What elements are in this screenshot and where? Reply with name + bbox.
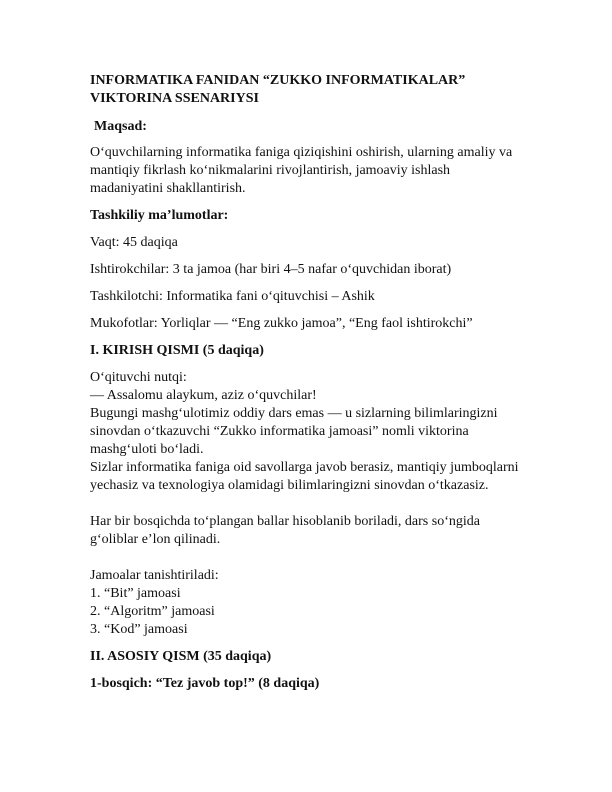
kirish-line: sinovdan o‘tkazuvchi “Zukko informatika jamoasi” nomli viktorina — [90, 424, 469, 439]
ballar-line: Har bir bosqichda to‘plangan ballar hisoblanib boriladi, dars so‘ngida — [90, 514, 480, 529]
jamoa-list-item: 1. “Bit” jamoasi — [90, 586, 181, 601]
maqsad-heading: Maqsad: — [94, 119, 147, 134]
kirish-line: mashg‘uloti bo‘ladi. — [90, 442, 204, 457]
document-title — [90, 72, 530, 108]
jamoa-list-item: 2. “Algoritm” jamoasi — [90, 604, 215, 619]
title-line-2: VIKTORINA SSENARIYSI — [90, 91, 259, 106]
jamoa-list-item: 3. “Kod” jamoasi — [90, 622, 188, 637]
ishtirokchilar-line: Ishtirokchilar: 3 ta jamoa (har biri 4–5 nafar o‘quvchidan iborat) — [90, 262, 452, 277]
title-line-1: INFORMATIKA FANIDAN “ZUKKO INFORMATIKALAR” — [90, 73, 466, 88]
ballar-line: g‘oliblar e’lon qilinadi. — [90, 532, 221, 547]
maqsad-line: madaniyatini shakllantirish. — [90, 181, 246, 196]
document-body — [90, 72, 530, 693]
kirish-paragraph — [90, 369, 530, 639]
kirish-line: O‘qituvchi nutqi: — [90, 370, 187, 385]
vaqt-line: Vaqt: 45 daqiqa — [90, 235, 178, 250]
tashkiliy-heading: Tashkiliy ma’lumotlar: — [90, 208, 229, 223]
maqsad-line: O‘quvchilarning informatika faniga qiziqishini oshirish, ularning amaliy va — [90, 145, 513, 160]
mukofotlar-line: Mukofotlar: Yorliqlar — “Eng zukko jamoa”, “Eng faol ishtirokchi” — [90, 316, 473, 331]
bosqich1-heading: 1-bosqich: “Tez javob top!” (8 daqiqa) — [90, 676, 320, 691]
maqsad-paragraph — [90, 144, 530, 198]
kirish-line: Bugungi mashg‘ulotimiz oddiy dars emas — u sizlarning bilimlaringizni — [90, 406, 498, 421]
kirish-line: — Assalomu alaykum, aziz o‘quvchilar! — [90, 388, 317, 403]
maqsad-line: mantiqiy fikrlash ko‘nikmalarini rivojlantirish, jamoaviy ishlash — [90, 163, 451, 178]
tashkilotchi-line: Tashkilotchi: Informatika fani o‘qituvchisi – Ashik — [90, 289, 375, 304]
kirish-heading: I. KIRISH QISMI (5 daqiqa) — [90, 343, 264, 358]
asosiy-heading: II. ASOSIY QISM (35 daqiqa) — [90, 649, 272, 664]
kirish-line: Sizlar informatika faniga oid savollarga javob berasiz, mantiqiy jumboqlarni — [90, 460, 519, 475]
kirish-line: yechasiz va texnologiya olamidagi bilimlaringizni sinovdan o‘tkazasiz. — [90, 478, 489, 493]
jamoalar-heading: Jamoalar tanishtiriladi: — [90, 568, 219, 583]
